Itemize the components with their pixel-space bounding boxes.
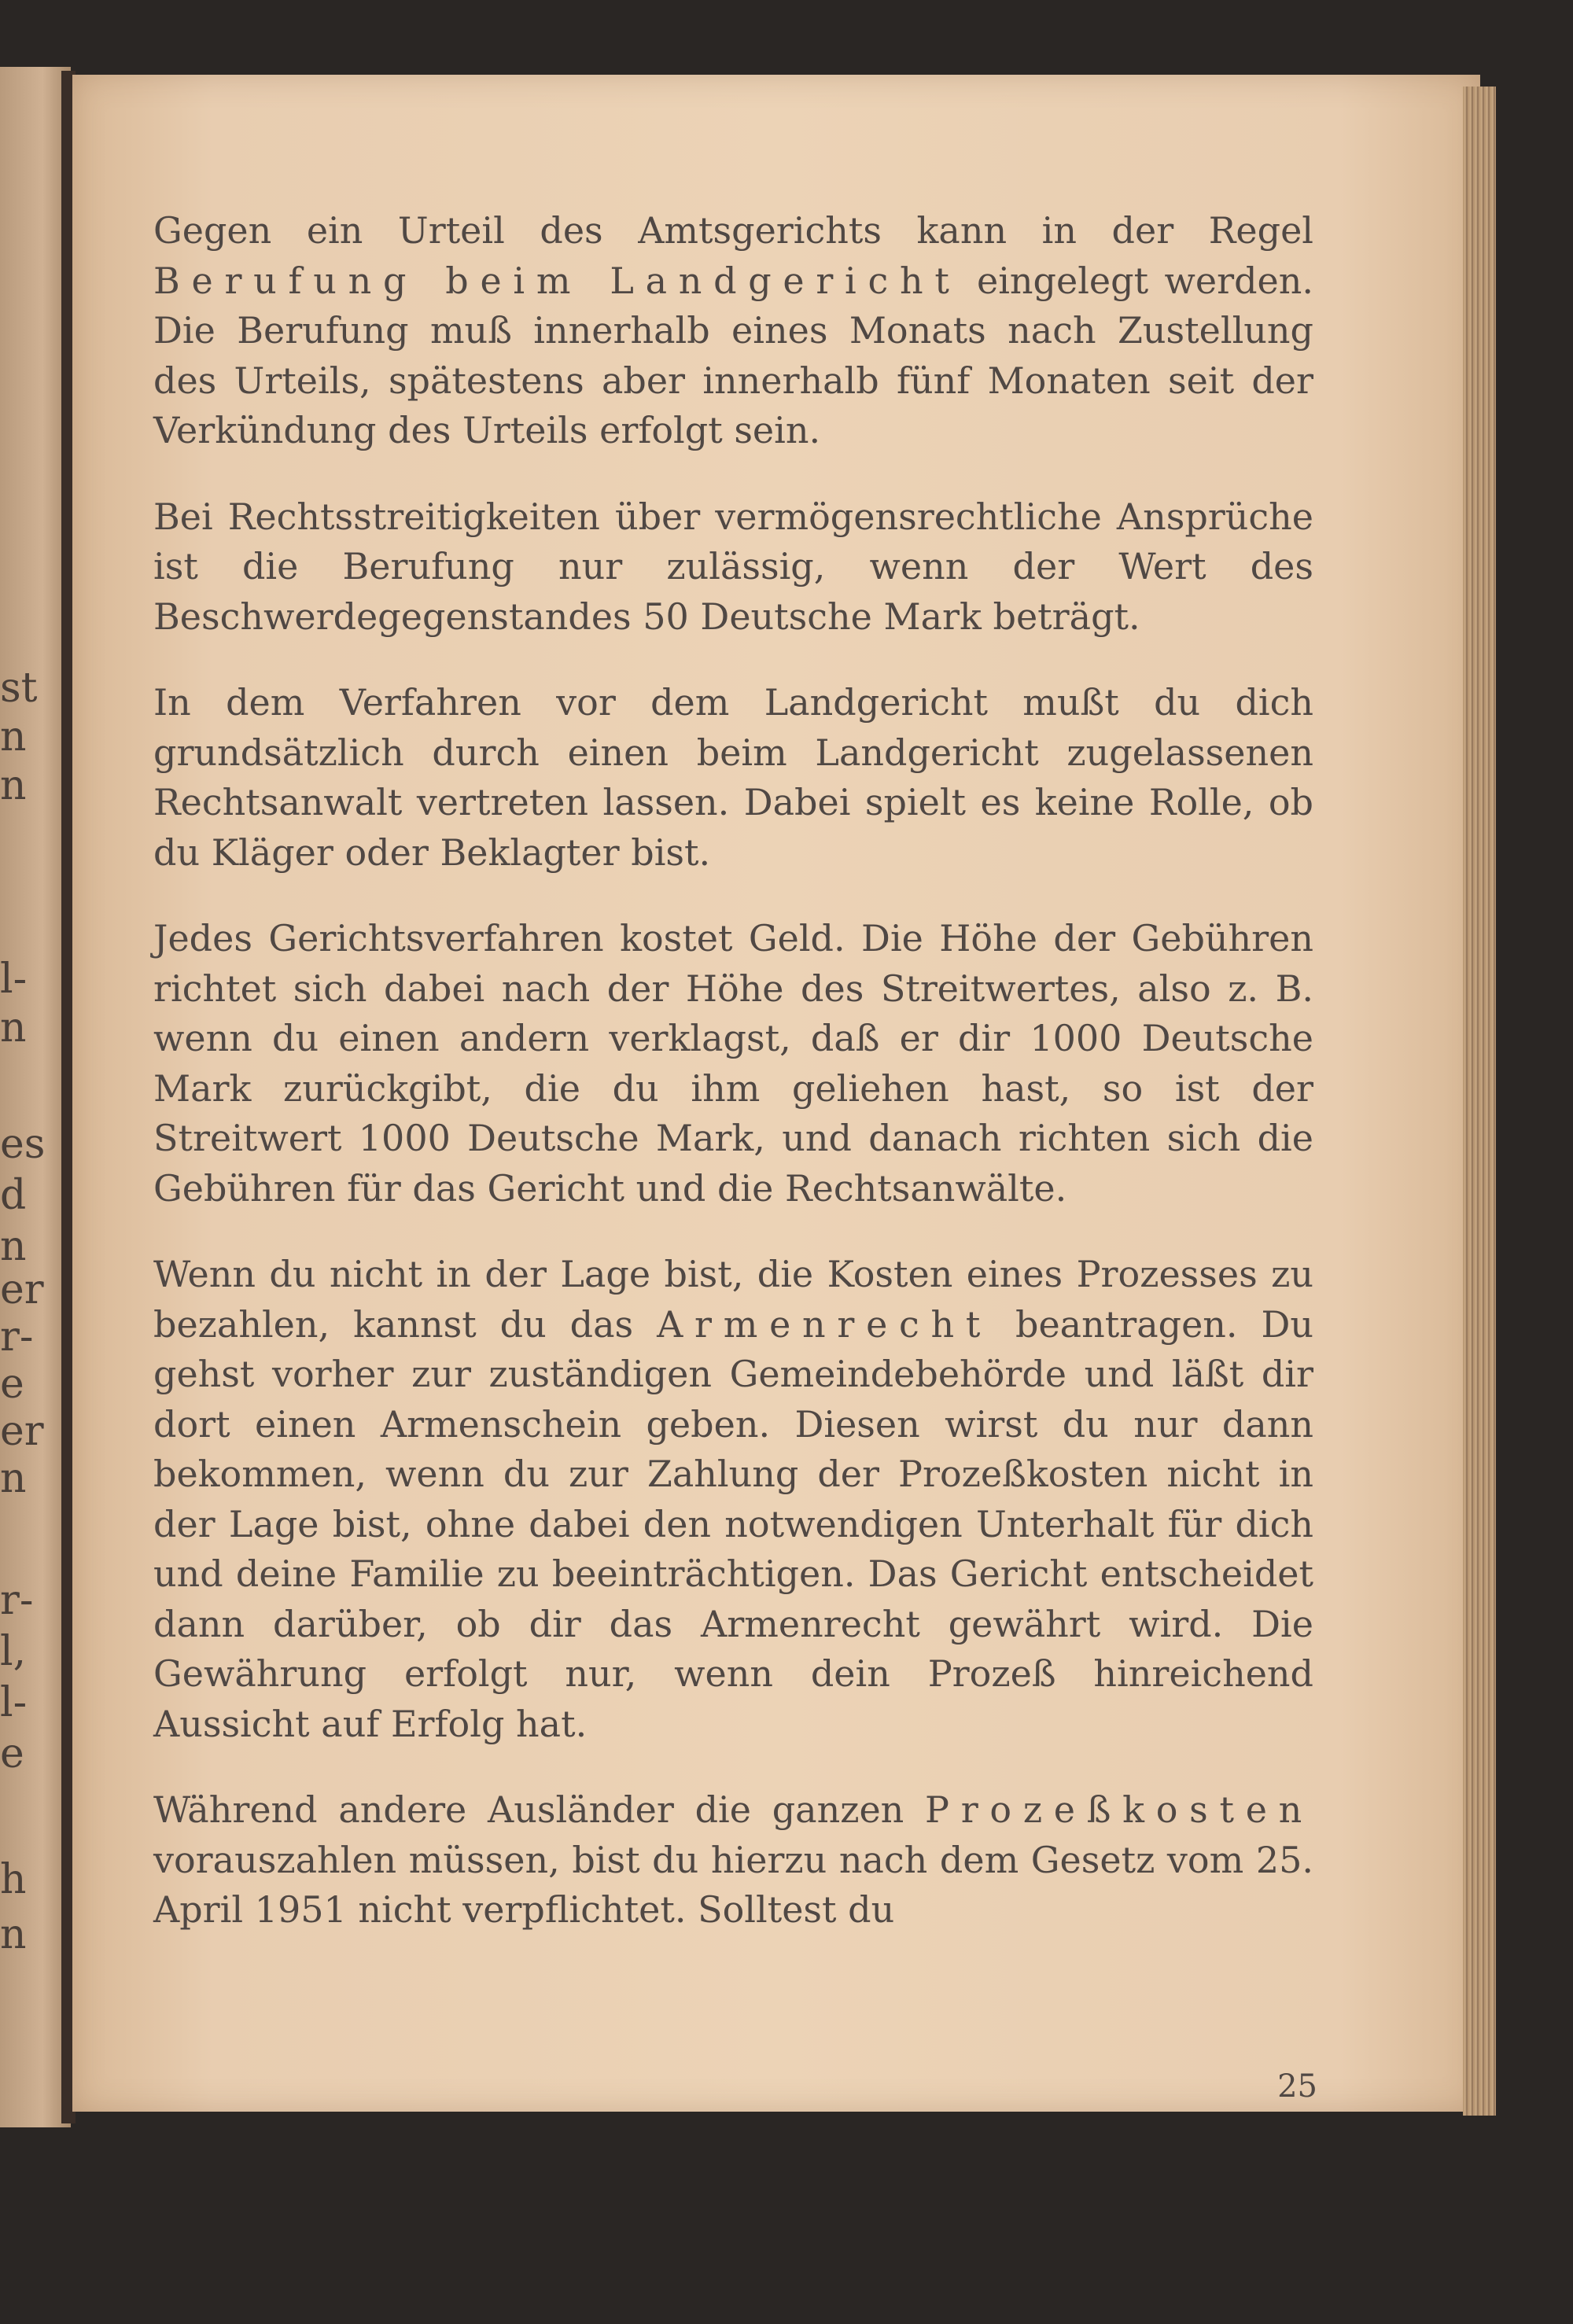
margin-fragment: e (0, 1361, 24, 1408)
paragraph-berufung: Gegen ein Urteil des Amtsgerichts kann in der Regel Berufung beim Landgericht eingelegt werden. Die Berufung muß innerhalb eines Monats nach Zustellung des Urteils, spätestens aber innerhalb fünf Monaten seit der Verkündung des Urteils erfolgt sein. (153, 209, 1313, 451)
spaced-emphasis: Prozeßkosten (925, 1788, 1313, 1831)
margin-fragment: st (0, 665, 38, 712)
margin-fragment: r- (0, 1313, 34, 1361)
margin-fragment: h (0, 1856, 27, 1903)
margin-fragment: n (0, 1223, 27, 1270)
paragraph-armenrecht: Wenn du nicht in der Lage bist, die Kosten eines Prozesses zu bezahlen, kannst du das Armenrecht beantragen. Du gehst vorher zur zuständigen Gemeindebehörde und läßt dir dort einen Armenschein geben. Diesen wirst du nur dann bekommen, wenn du zur Zahlung der Prozeßkosten nicht in der Lage bist, ohne dabei den notwendigen Unterhalt für dich und deine Familie zu beeinträchtigen. Das Gericht entscheidet dann darüber, ob dir das Armenrecht gewährt wird. Die Gewährung erfolgt nur, wenn dein Prozeß hinreichend Aussicht auf Erfolg hat. (153, 1253, 1313, 1745)
margin-fragment: d (0, 1172, 27, 1219)
margin-fragment: er (0, 1408, 44, 1455)
spaced-emphasis: Berufung beim Landgericht (153, 259, 961, 302)
margin-fragment: n (0, 1455, 27, 1502)
margin-fragment: n (0, 1004, 27, 1052)
margin-fragment: n (0, 762, 27, 809)
margin-fragment: e (0, 1730, 24, 1777)
page-number: 25 (1277, 2068, 1317, 2105)
paragraph-landgericht: In dem Verfahren vor dem Landgericht mußt du dich grundsätzlich durch einen beim Landgericht zugelassenen Rechtsanwalt vertreten lassen. Dabei spielt es keine Rolle, ob du Kläger oder Beklagter bist. (153, 681, 1313, 874)
margin-fragment: er (0, 1266, 44, 1313)
page-edges (1463, 87, 1496, 2116)
margin-fragment: l- (0, 956, 28, 1003)
paragraph-prozesskosten: Während andere Ausländer die ganzen Prozeßkosten vorauszahlen müssen, bist du hierzu nach dem Gesetz vom 25. April 1951 nicht verpflichtet. Solltest du (153, 1788, 1313, 1931)
margin-fragment: l, (0, 1628, 27, 1675)
facing-page-edge (0, 67, 71, 2127)
margin-fragment: n (0, 1911, 27, 1958)
margin-fragment: r- (0, 1577, 34, 1624)
margin-fragment: es (0, 1121, 46, 1168)
page-body (153, 206, 1313, 1972)
paragraph-vermoegensrecht: Bei Rechtsstreitigkeiten über vermögensrechtliche Ansprüche ist die Berufung nur zulässig, wenn der Wert des Beschwerdegegenstandes 50 Deutsche Mark beträgt. (153, 495, 1313, 638)
margin-fragment: l- (0, 1679, 28, 1726)
spaced-emphasis: Armenrecht (657, 1302, 993, 1346)
margin-fragment: n (0, 713, 27, 761)
paragraph-gebuehren: Jedes Gerichtsverfahren kostet Geld. Die Höhe der Gebühren richtet sich dabei nach der Höhe des Streitwertes, also z. B. wenn du einen andern verklagst, daß er dir 1000 Deutsche Mark zurückgibt, die du ihm geliehen hast, so ist der Streitwert 1000 Deutsche Mark, und danach richten sich die Gebühren für das Gericht und die Rechtsanwälte. (153, 917, 1313, 1210)
